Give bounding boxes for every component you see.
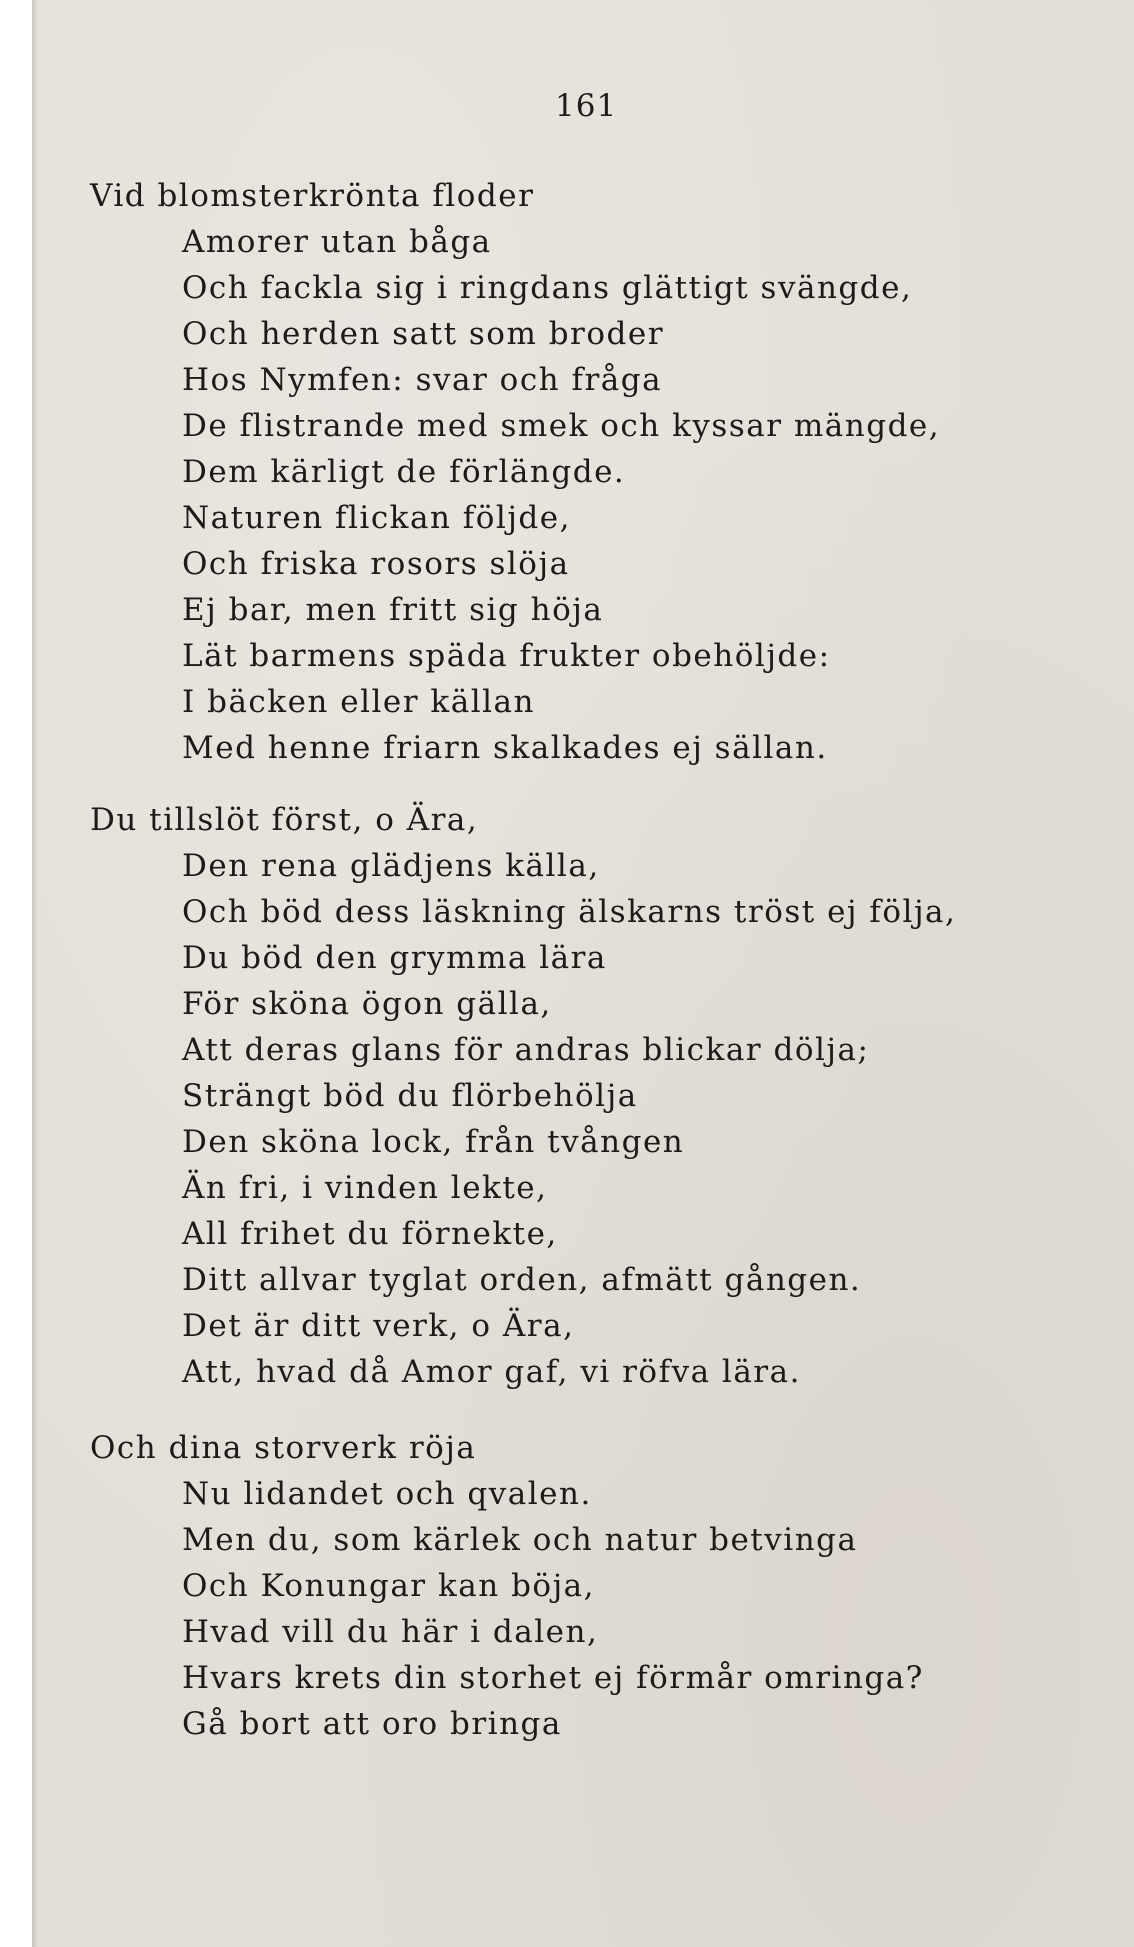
verse-line: Den rena glädjens källa, — [182, 848, 600, 884]
verse-line: De flistrande med smek och kyssar mängde, — [182, 408, 941, 444]
verse-line: Och dina storverk röja — [90, 1430, 477, 1466]
verse-line: Du tillslöt först, o Ära, — [90, 802, 479, 838]
verse-line: Gå bort att oro bringa — [182, 1706, 562, 1742]
verse-line: Och fackla sig i ringdans glättigt svängde, — [182, 270, 913, 306]
verse-line: För sköna ögon gälla, — [182, 986, 552, 1022]
verse-line: I bäcken eller källan — [182, 684, 535, 720]
verse-line: Än fri, i vinden lekte, — [182, 1170, 548, 1206]
verse-line: Ej bar, men fritt sig höja — [182, 592, 604, 628]
verse-line: Och herden satt som broder — [182, 316, 665, 352]
verse-line: Amorer utan båga — [182, 224, 492, 260]
verse-line: Den sköna lock, från tvången — [182, 1124, 685, 1160]
verse-line: Nu lidandet och qvalen. — [182, 1476, 592, 1512]
verse-line: Lät barmens späda frukter obehöljde: — [182, 638, 831, 674]
verse-line: Det är ditt verk, o Ära, — [182, 1308, 575, 1344]
verse-line: Att, hvad då Amor gaf, vi röfva lära. — [182, 1354, 801, 1390]
verse-line: Att deras glans för andras blickar dölja; — [182, 1032, 870, 1068]
verse-line: Strängt böd du flörbehölja — [182, 1078, 638, 1114]
verse-line: Och Konungar kan böja, — [182, 1568, 596, 1604]
verse-line: Du böd den grymma lära — [182, 940, 607, 976]
page-number: 161 — [555, 88, 618, 124]
verse-line: Naturen flickan följde, — [182, 500, 571, 536]
verse-line: Hvars krets din storhet ej förmår omringa? — [182, 1660, 924, 1696]
verse-line: Med henne friarn skalkades ej sällan. — [182, 730, 828, 766]
verse-line: Ditt allvar tyglat orden, afmätt gången. — [182, 1262, 862, 1298]
verse-line: Och böd dess läskning älskarns tröst ej följa, — [182, 894, 957, 930]
verse-line: Och friska rosors slöja — [182, 546, 570, 582]
verse-line: Hvad vill du här i dalen, — [182, 1614, 599, 1650]
verse-line: Men du, som kärlek och natur betvinga — [182, 1522, 858, 1558]
verse-line: Hos Nymfen: svar och fråga — [182, 362, 663, 398]
verse-line: Dem kärligt de förlängde. — [182, 454, 626, 490]
verse-line: Vid blomsterkrönta floder — [90, 178, 535, 214]
verse-line: All frihet du förnekte, — [182, 1216, 558, 1252]
